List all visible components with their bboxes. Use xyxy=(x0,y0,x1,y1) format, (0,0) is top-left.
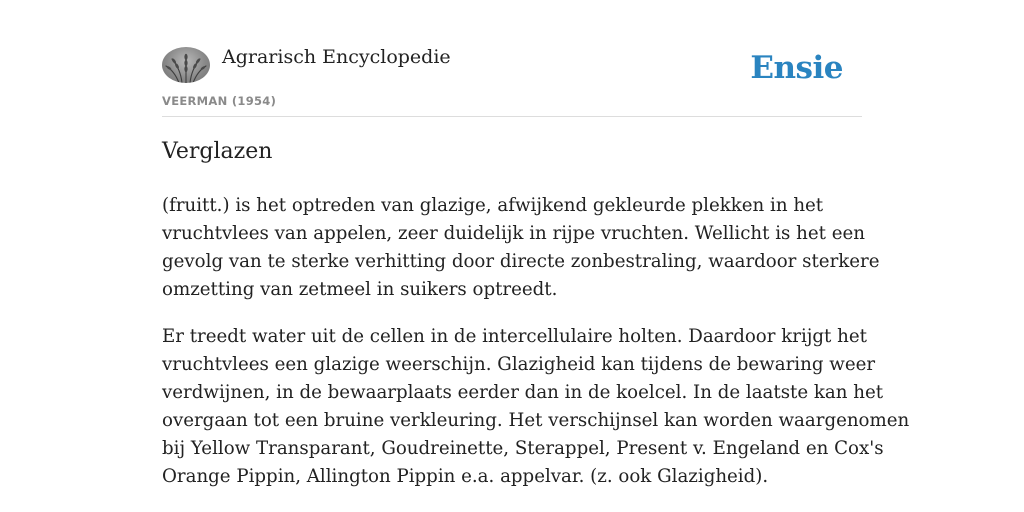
paragraph xyxy=(162,192,880,304)
paragraph xyxy=(162,323,910,491)
wheat-icon[interactable] xyxy=(162,47,210,83)
edition-label: VEERMAN (1954) xyxy=(162,94,277,108)
text-line: Orange Pippin, Allington Pippin e.a. appelvar. (z. ook Glazigheid). xyxy=(162,466,769,487)
text-line: bij Yellow Transparant, Goudreinette, Sterappel, Present v. Engeland en Cox's xyxy=(162,438,884,459)
text-line: overgaan tot een bruine verkleuring. Het verschijnsel kan worden waargenomen xyxy=(162,410,910,431)
text-line: verdwijnen, in de bewaarplaats eerder dan in de koelcel. In de laatste kan het xyxy=(162,382,884,403)
encyclopedia-name[interactable]: Agrarisch Encyclopedie xyxy=(222,46,451,68)
text-line: Er treedt water uit de cellen in de intercellulaire holten. Daardoor krijgt het xyxy=(162,326,867,347)
text-line: vruchtvlees een glazige weerschijn. Glazigheid kan tijdens de bewaring weer xyxy=(162,354,876,375)
text-line: vruchtvlees van appelen, zeer duidelijk in rijpe vruchten. Wellicht is het een xyxy=(162,223,865,244)
article-body xyxy=(162,192,910,510)
text-line: (fruitt.) is het optreden van glazige, afwijkend gekleurde plekken in het xyxy=(162,195,824,216)
header xyxy=(162,44,862,117)
text-line: omzetting van zetmeel in suikers optreedt. xyxy=(162,279,558,300)
brand-logo[interactable]: Ensie xyxy=(750,50,843,86)
article-title: Verglazen xyxy=(162,139,273,164)
text-line: gevolg van te sterke verhitting door directe zonbestraling, waardoor sterkere xyxy=(162,251,880,272)
